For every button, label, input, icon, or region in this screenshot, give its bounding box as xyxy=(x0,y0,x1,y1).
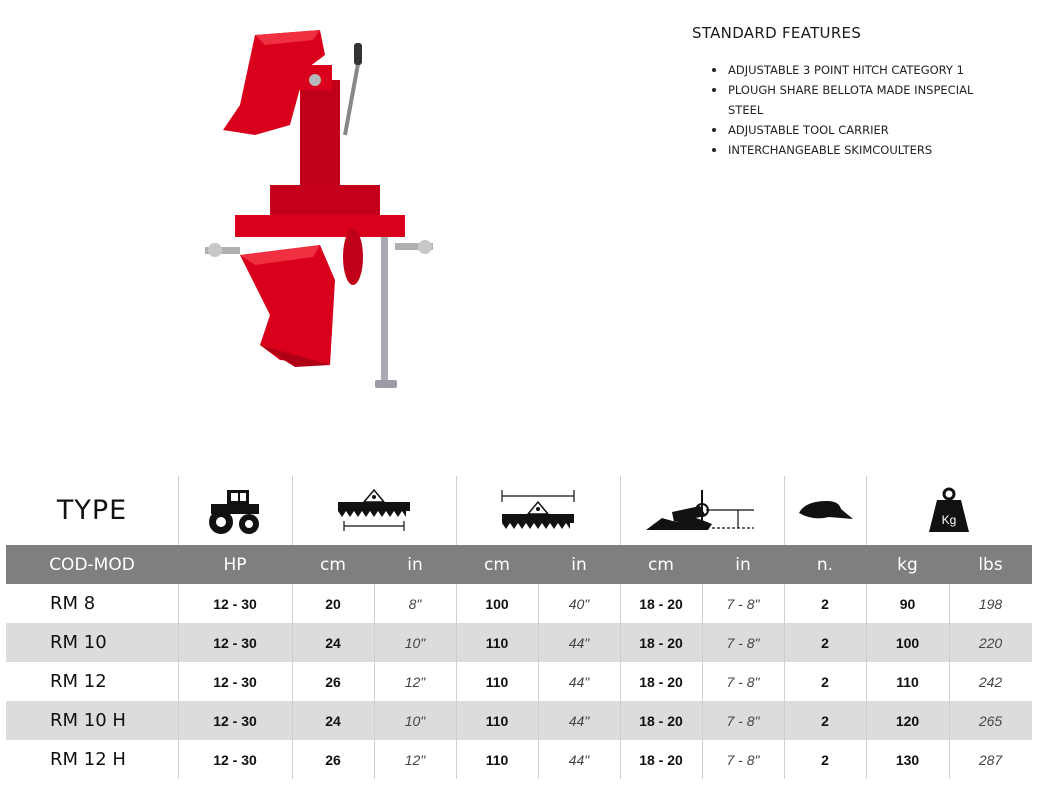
cell-width-cm: 20 xyxy=(325,595,341,612)
cell-maxwidth-cm: 110 xyxy=(485,673,509,690)
cell-model: RM 8 xyxy=(50,593,96,614)
header-in: in xyxy=(571,554,587,575)
cell-hp: 12 - 30 xyxy=(213,712,257,729)
cell-depth-in: 7 - 8" xyxy=(726,634,760,651)
header-lbs: lbs xyxy=(978,554,1003,575)
product-image xyxy=(195,25,455,400)
cell-width-in: 10" xyxy=(404,634,426,651)
cell-weight-kg: 110 xyxy=(896,673,919,690)
spec-table xyxy=(6,476,1032,779)
cell-hp: 12 - 30 xyxy=(213,634,257,651)
header-in: in xyxy=(735,554,751,575)
header-cm: cm xyxy=(484,554,510,575)
header-kg: kg xyxy=(897,554,918,575)
cell-depth-cm: 18 - 20 xyxy=(639,634,683,651)
table-row xyxy=(6,740,1032,779)
cell-hp: 12 - 30 xyxy=(213,673,257,690)
tractor-icon xyxy=(178,476,292,545)
cell-depth-in: 7 - 8" xyxy=(726,673,760,690)
cell-width-in: 12" xyxy=(404,751,426,768)
cell-shares: 2 xyxy=(821,712,829,729)
cell-weight-kg: 120 xyxy=(895,712,920,729)
cell-weight-kg: 100 xyxy=(895,634,920,651)
cell-weight-lbs: 287 xyxy=(978,751,1003,768)
cell-model: RM 12 xyxy=(50,671,107,692)
cell-weight-lbs: 265 xyxy=(978,712,1003,729)
header-cm: cm xyxy=(320,554,346,575)
cell-model: RM 10 H xyxy=(50,710,126,731)
cell-model: RM 10 xyxy=(50,632,107,653)
table-row xyxy=(6,701,1032,740)
feature-item: ADJUSTABLE 3 POINT HITCH CATEGORY 1 xyxy=(710,60,1012,80)
table-row xyxy=(6,623,1032,662)
cell-depth-cm: 18 - 20 xyxy=(639,712,683,729)
cell-model: RM 12 H xyxy=(50,749,126,770)
feature-item: INTERCHANGEABLE SKIMCOULTERS xyxy=(710,140,1012,160)
cell-hp: 12 - 30 xyxy=(213,595,257,612)
feature-item: PLOUGH SHARE BELLOTA MADE INSPECIAL STEEL xyxy=(710,80,1012,120)
cell-hp: 12 - 30 xyxy=(213,751,257,768)
cell-maxwidth-in: 44" xyxy=(568,634,590,651)
table-header xyxy=(6,545,1032,584)
cell-width-cm: 26 xyxy=(325,673,341,690)
cell-maxwidth-in: 40" xyxy=(568,595,590,612)
cell-depth-cm: 18 - 20 xyxy=(639,673,683,690)
cell-width-in: 10" xyxy=(404,712,426,729)
cell-depth-cm: 18 - 20 xyxy=(639,595,683,612)
cell-width-in: 8" xyxy=(408,595,422,612)
cell-maxwidth-cm: 110 xyxy=(485,634,509,651)
cell-width-in: 12" xyxy=(404,673,426,690)
weight-icon-label: Kg xyxy=(941,512,957,527)
header-hp: HP xyxy=(223,554,247,575)
cell-maxwidth-in: 44" xyxy=(568,712,590,729)
cell-width-cm: 24 xyxy=(325,634,341,651)
header-n: n. xyxy=(816,554,834,575)
cell-depth-in: 7 - 8" xyxy=(726,595,760,612)
cell-depth-cm: 18 - 20 xyxy=(639,751,683,768)
cell-width-cm: 24 xyxy=(325,712,341,729)
standard-features xyxy=(692,24,1012,160)
cell-depth-in: 7 - 8" xyxy=(726,712,760,729)
cell-maxwidth-in: 44" xyxy=(568,751,590,768)
header-cm: cm xyxy=(648,554,674,575)
cell-depth-in: 7 - 8" xyxy=(726,751,760,768)
table-row xyxy=(6,662,1032,701)
cell-maxwidth-cm: 110 xyxy=(485,751,509,768)
cell-width-cm: 26 xyxy=(325,751,341,768)
cell-maxwidth-in: 44" xyxy=(568,673,590,690)
header-in: in xyxy=(407,554,423,575)
type-label: TYPE xyxy=(56,495,128,526)
cell-shares: 2 xyxy=(821,751,829,768)
cell-shares: 2 xyxy=(821,673,829,690)
cell-weight-lbs: 198 xyxy=(978,595,1003,612)
cell-weight-lbs: 242 xyxy=(978,673,1003,690)
weight-icon xyxy=(866,476,1032,545)
cell-shares: 2 xyxy=(821,595,829,612)
table-row xyxy=(6,584,1032,623)
cell-weight-kg: 90 xyxy=(899,595,916,612)
cell-maxwidth-cm: 100 xyxy=(485,595,509,612)
features-list xyxy=(692,60,1012,160)
features-title: STANDARD FEATURES xyxy=(692,24,862,42)
working-width-icon xyxy=(292,476,456,545)
depth-icon xyxy=(620,476,784,545)
cell-weight-lbs: 220 xyxy=(978,634,1003,651)
feature-item: ADJUSTABLE TOOL CARRIER xyxy=(710,120,1012,140)
cell-shares: 2 xyxy=(821,634,829,651)
share-icon xyxy=(784,476,866,545)
cell-maxwidth-cm: 110 xyxy=(485,712,509,729)
max-width-icon xyxy=(456,476,620,545)
cell-weight-kg: 130 xyxy=(895,751,920,768)
header-cod-mod: COD-MOD xyxy=(49,554,135,575)
icon-row xyxy=(6,476,1032,545)
